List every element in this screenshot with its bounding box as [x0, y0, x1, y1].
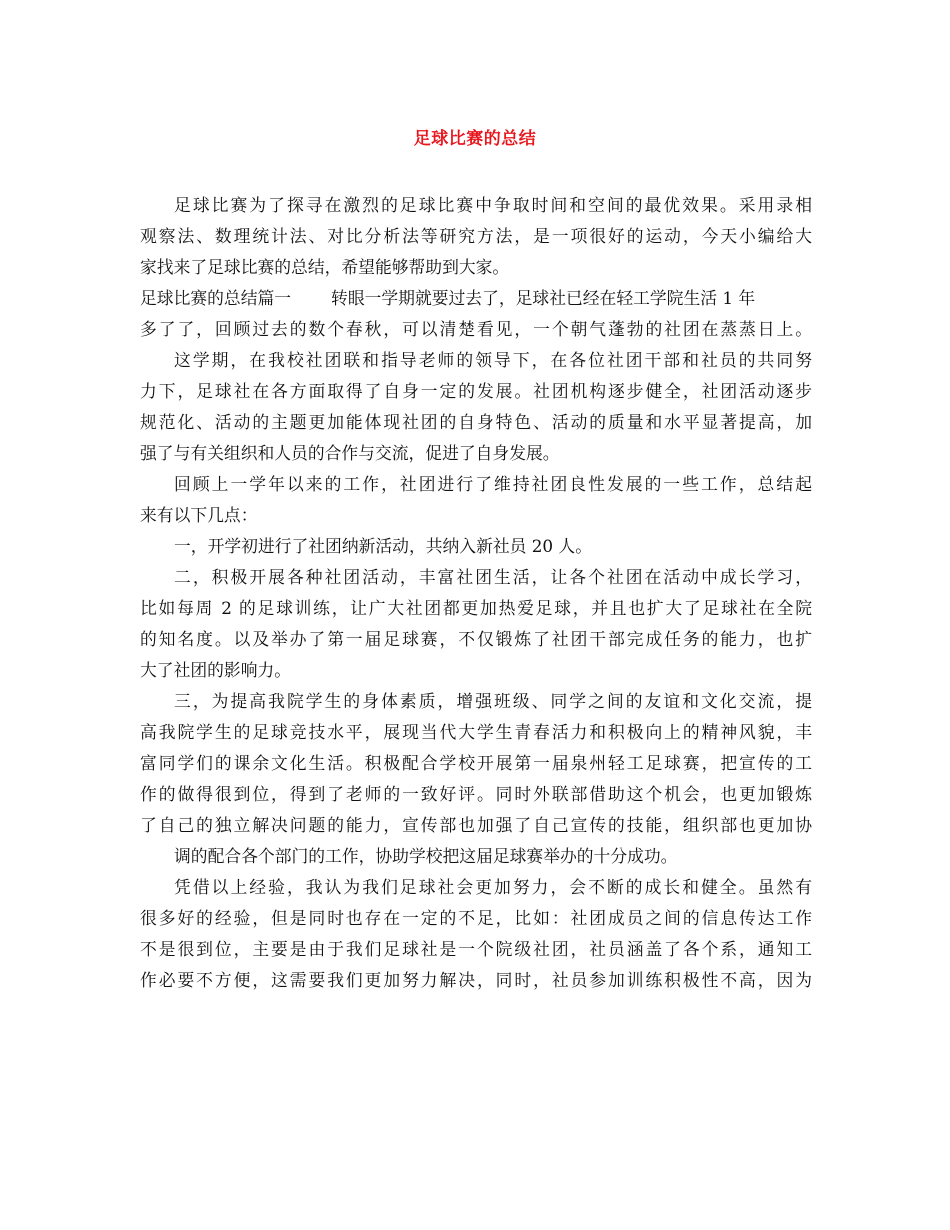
text-line: 比如每周 2 的足球训练，让广大社团都更加热爱足球，并且也扩大了足球社在全院 [140, 598, 812, 618]
document-body [140, 190, 812, 996]
text-line: 家找来了足球比赛的总结，希望能够帮助到大家。 [140, 257, 510, 277]
text-line: 凭借以上经验，我认为我们足球社会更加努力，会不断的成长和健全。虽然有 [174, 877, 812, 897]
section-text: 转眼一学期就要过去了，足球社已经在轻工学院生活 1 年 [331, 288, 756, 308]
text-line: 二，积极开展各种社团活动，丰富社团生活，让各个社团在活动中成长学习， [174, 567, 812, 587]
text-line: 不是很到位，主要是由于我们足球社是一个院级社团，社员涵盖了各个系，通知工 [140, 939, 812, 959]
text-line: 调的配合各个部门的工作，协助学校把这届足球赛举办的十分成功。 [174, 846, 678, 866]
text-line-heading [140, 283, 812, 314]
text-line: 来有以下几点： [140, 505, 258, 525]
text-line: 回顾上一学年以来的工作，社团进行了维持社团良性发展的一些工作，总结起 [174, 474, 812, 494]
text-line: 了自己的独立解决问题的能力，宣传部也加强了自己宣传的技能，组织部也更加协 [140, 815, 812, 835]
text-line: 的知名度。以及举办了第一届足球赛，不仅锻炼了社团干部完成任务的能力，也扩 [140, 629, 812, 649]
text-line: 观察法、数理统计法、对比分析法等研究方法，是一项很好的运动，今天小编给大 [140, 226, 812, 246]
text-line: 规范化、活动的主题更加能体现社团的自身特色、活动的质量和水平显著提高，加 [140, 412, 812, 432]
document-title: 足球比赛的总结 [413, 129, 537, 149]
text-line: 力下，足球社在各方面取得了自身一定的发展。社团机构逐步健全，社团活动逐步 [140, 381, 812, 401]
text-line: 大了社团的影响力。 [140, 660, 292, 680]
text-line: 强了与有关组织和人员的合作与交流，促进了自身发展。 [140, 443, 560, 463]
text-line: 多了了，回顾过去的数个春秋，可以清楚看见，一个朝气蓬勃的社团在蒸蒸日上。 [140, 319, 812, 339]
text-line: 这学期，在我校社团联和指导老师的领导下，在各位社团干部和社员的共同努 [174, 350, 812, 370]
text-line: 很多好的经验，但是同时也存在一定的不足，比如：社团成员之间的信息传达工作 [140, 908, 812, 928]
text-line: 一，开学初进行了社团纳新活动，共纳入新社员 20 人。 [174, 536, 592, 556]
text-line: 三，为提高我院学生的身体素质，增强班级、同学之间的友谊和文化交流，提 [174, 691, 812, 711]
text-line: 足球比赛为了探寻在激烈的足球比赛中争取时间和空间的最优效果。采用录相 [174, 195, 812, 215]
section-heading: 足球比赛的总结篇一 [140, 288, 292, 308]
text-line: 高我院学生的足球竞技水平，展现当代大学生青春活力和积极向上的精神风貌，丰 [140, 722, 812, 742]
text-line: 富同学们的课余文化生活。积极配合学校开展第一届泉州轻工足球赛，把宣传的工 [140, 753, 812, 773]
text-line: 作必要不方便，这需要我们更加努力解决，同时，社员参加训练积极性不高，因为 [140, 970, 812, 990]
text-line: 作的做得很到位，得到了老师的一致好评。同时外联部借助这个机会，也更加锻炼 [140, 784, 812, 804]
